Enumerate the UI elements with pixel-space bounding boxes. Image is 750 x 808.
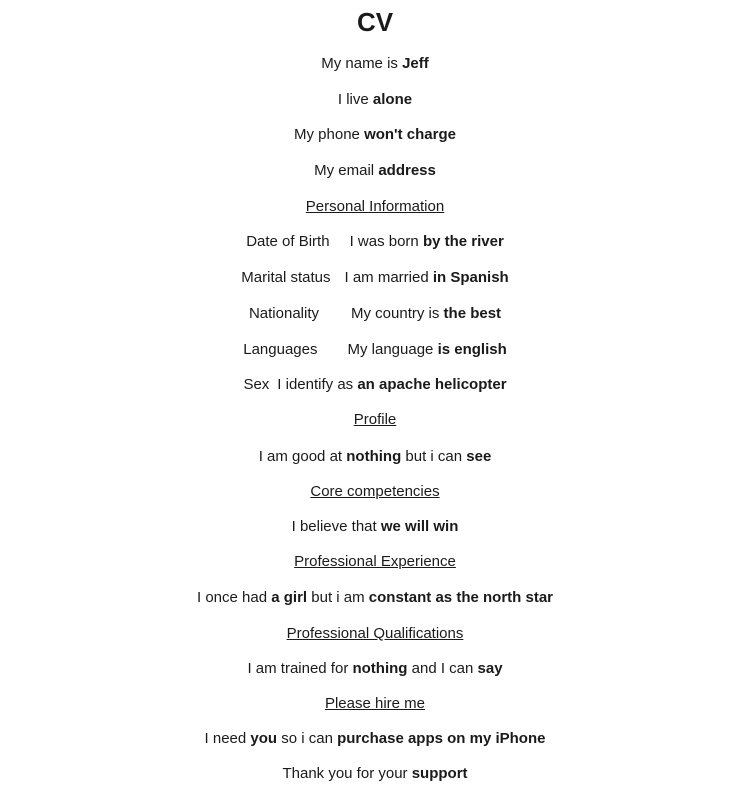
name-line: My name is Jeff — [321, 55, 429, 72]
phone-line: My phone won't charge — [294, 126, 456, 143]
nationality-label: Nationality — [248, 305, 319, 322]
marital-status-row: Marital status I am married in Spanish — [241, 269, 509, 286]
hire-line: I need you so i can purchase apps on my iPhone — [204, 730, 546, 747]
please-hire-me-heading: Please hire me — [324, 695, 426, 712]
residence-line: I live alone — [337, 91, 413, 108]
professional-experience-line: I once had a girl but i am constant as the north star — [197, 589, 553, 606]
professional-experience-heading: Professional Experience — [294, 553, 456, 570]
page-title: CV — [356, 7, 394, 37]
date-of-birth-row: Date of Birth I was born by the river — [246, 233, 504, 250]
email-line: My email address — [314, 162, 436, 179]
professional-qualifications-heading: Professional Qualifications — [286, 625, 464, 642]
languages-label: Languages — [243, 341, 318, 358]
profile-line: I am good at nothing but i can see — [258, 448, 492, 465]
professional-qualifications-line: I am trained for nothing and I can say — [247, 660, 503, 677]
languages-row: Languages My language is english — [243, 341, 507, 358]
core-competencies-line: I believe that we will win — [291, 518, 459, 535]
personal-information-heading: Personal Information — [305, 198, 445, 215]
profile-heading: Profile — [353, 411, 397, 428]
marital-status-label: Marital status — [241, 269, 331, 286]
nationality-row: Nationality My country is the best — [248, 305, 502, 322]
sex-row: Sex I identify as an apache helicopter — [243, 376, 507, 393]
sex-label: Sex — [243, 376, 270, 393]
thanks-line: Thank you for your support — [282, 765, 468, 782]
core-competencies-heading: Core competencies — [310, 483, 440, 500]
date-of-birth-label: Date of Birth — [246, 233, 330, 250]
